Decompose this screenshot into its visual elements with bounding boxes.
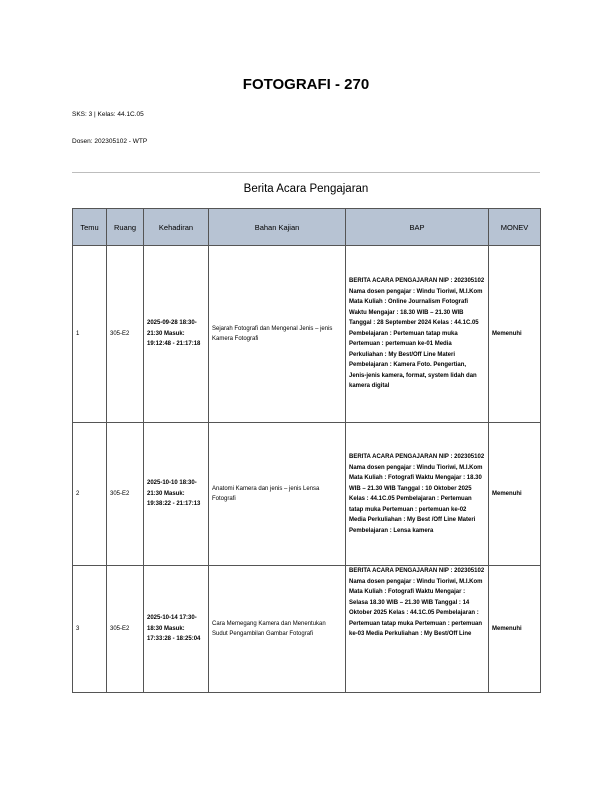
cell-kehadiran: 2025-10-14 17:30-18:30 Masuk: 17:33:28 - 18:25:04 (144, 566, 209, 693)
cell-ruang: 305-E2 (107, 423, 144, 566)
bap-text: BERITA ACARA PENGAJARAN NIP : 202305102 Nama dosen pengajar : Windu Tioriwi, M.I.Kom Mata Kuliah : Fotografi Waktu Mengajar : 18.30 WIB – 21.30 WIB Tanggal : 10 Oktober 2025 Kelas : 44.1C.05 Pembelajaran : Pertemuan tatap muka Pertemuan : pertemuan ke-02 Media Perkuliahan : My Best /Off Line Materi Pembelajaran : Lensa kamera (349, 454, 485, 534)
cell-bahan-kajian: Cara Memegang Kamera dan Menentukan Sudut Pengambilan Gambar Fotografi (209, 566, 346, 693)
header-monev: MONEV (489, 209, 541, 246)
cell-kehadiran: 2025-09-28 18:30-21:30 Masuk: 19:12:48 - 21:17:18 (144, 246, 209, 423)
bap-text: BERITA ACARA PENGAJARAN NIP : 202305102 Nama dosen pengajar : Windu Tioriwi, M.I.Kom Mata Kuliah : Online Journalism Fotografi Waktu Mengajar : 18.30 WIB – 21.30 WIB Tanggal : 28 September 2024 Kelas : 44.1C.05 Pembelajaran : Pertemuan tatap muka Pertemuan : pertemuan ke-01 Media Perkuliahan : My Best/Off Line Materi Pembelajaran : Kamera Foto. Pengertian, Jenis-jenis kamera, format, system lidah dan kamera digital (349, 278, 485, 390)
table-row (73, 566, 541, 693)
header-bahan-kajian: Bahan Kajian (209, 209, 346, 246)
header-bap: BAP (346, 209, 489, 246)
cell-bap (346, 246, 489, 423)
bap-text: BERITA ACARA PENGAJARAN NIP : 202305102 Nama dosen pengajar : Windu Tioriwi, M.I.Kom Mata Kuliah : Fotografi Waktu Mengajar : Selasa 18.30 WIB – 21.30 WIB Tanggal : 14 Oktober 2025 Kelas : 44.1C.05 Pembelajaran : Pertemuan tatap muka Pertemuan : pertemuan ke-03 Media Perkuliahan : My Best/Off Line (349, 568, 485, 637)
cell-bap (346, 566, 489, 693)
document-title: FOTOGRAFI - 270 (242, 76, 370, 93)
course-meta-dosen: Dosen: 202305102 - WTP (72, 138, 148, 145)
cell-ruang: 305-E2 (107, 246, 144, 423)
cell-kehadiran: 2025-10-10 18:30-21:30 Masuk: 19:38:22 - 21:17:13 (144, 423, 209, 566)
bap-table (72, 208, 541, 693)
table-header-row (73, 209, 541, 246)
cell-monev: Memenuhi (489, 246, 541, 423)
table-row (73, 246, 541, 423)
header-ruang: Ruang (107, 209, 144, 246)
cell-monev: Memenuhi (489, 423, 541, 566)
cell-temu: 1 (73, 246, 107, 423)
course-meta-sks-kelas: SKS: 3 | Kelas: 44.1C.05 (72, 111, 144, 118)
cell-bahan-kajian: Anatomi Kamera dan jenis – jenis Lensa Fotografi (209, 423, 346, 566)
cell-ruang: 305-E2 (107, 566, 144, 693)
divider-line (72, 172, 540, 173)
header-kehadiran: Kehadiran (144, 209, 209, 246)
cell-bap (346, 423, 489, 566)
header-temu: Temu (73, 209, 107, 246)
cell-temu: 3 (73, 566, 107, 693)
cell-monev: Memenuhi (489, 566, 541, 693)
cell-bahan-kajian: Sejarah Fotografi dan Mengenal Jenis – jenis Kamera Fotografi (209, 246, 346, 423)
section-title: Berita Acara Pengajaran (243, 183, 369, 195)
table-row (73, 423, 541, 566)
cell-temu: 2 (73, 423, 107, 566)
